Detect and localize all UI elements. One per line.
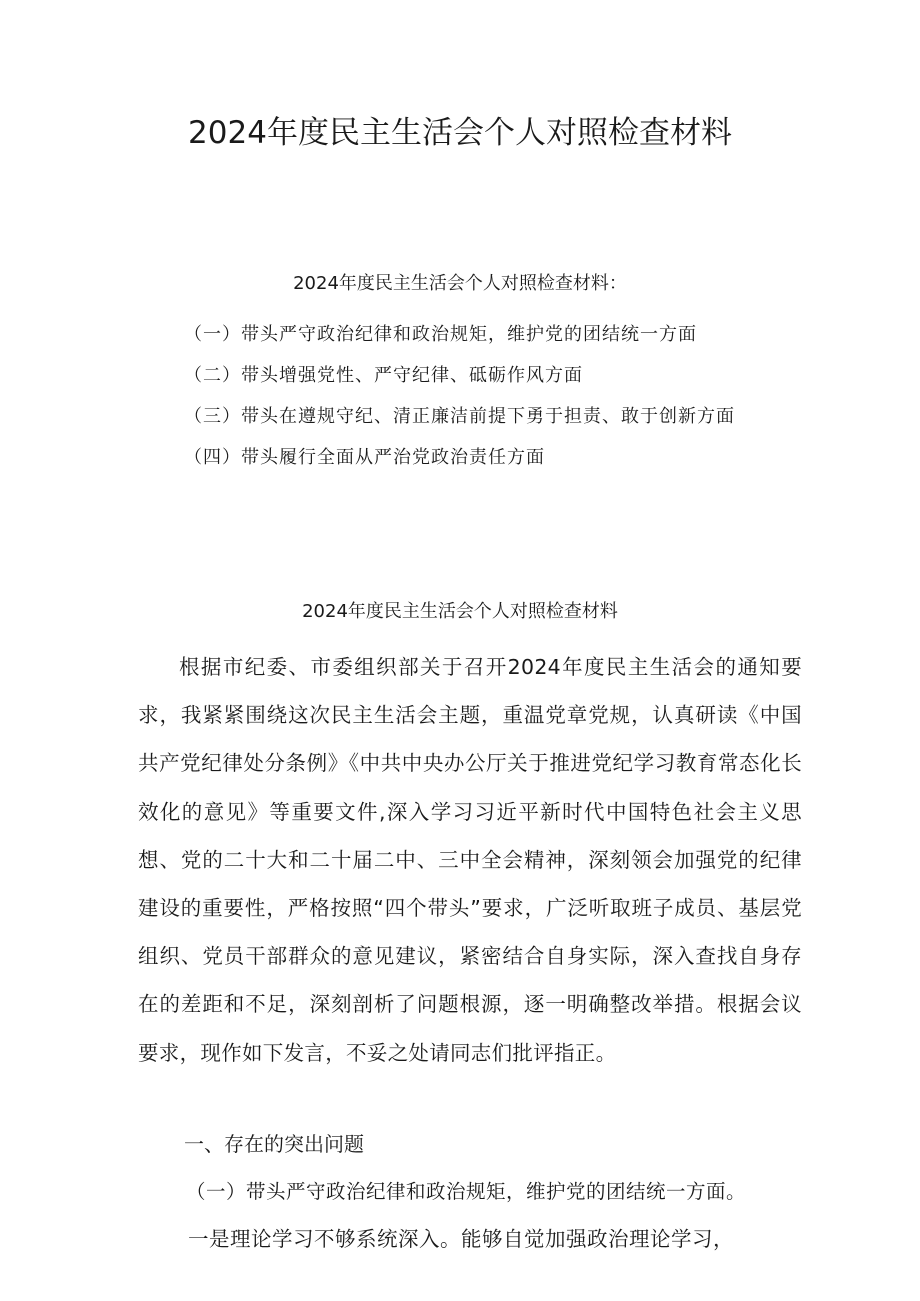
intro-paragraph: 根据市纪委、市委组织部关于召开2024年度民主生活会的通知要求，我紧紧围绕这次民主生活会主题，重温党章党规，认真研读《中国共产党纪律处分条例》《中共中央办公厅关于推进党纪学习教育常态化长效化的意见》等重要文件,深入学习习近平新时代中国特色社会主义思想、党的二十大和二十届二中、三中全会精神，深刻领会加强党的纪律建设的重要性，严格按照“四个带头”要求，广泛听取班子成员、基层党组织、党员干部群众的意见建议，紧密结合自身实际，深入查找自身存在的差距和不足，深刻剖析了问题根源，逐一明确整改举措。根据会议要求，现作如下发言，不妥之处请同志们批评指正。 xyxy=(138,655,802,1065)
document-main-title: 2024年度民主生活会个人对照检查材料 xyxy=(188,115,732,151)
section-heading: 一、存在的突出问题 xyxy=(184,1132,364,1156)
toc-title: 2024年度民主生活会个人对照检查材料： xyxy=(293,273,627,294)
sub-heading: （一）带头严守政治纪律和政治规矩，维护党的团结统一方面。 xyxy=(186,1180,747,1203)
toc-item-3: （三）带头在遵规守纪、清正廉洁前提下勇于担责、敢于创新方面 xyxy=(184,406,735,427)
point-line: 一是理论学习不够系统深入。能够自觉加强政治理论学习， xyxy=(188,1227,734,1251)
toc-item-2: （二）带头增强党性、严守纪律、砥砺作风方面 xyxy=(184,365,583,386)
body-title: 2024年度民主生活会个人对照检查材料 xyxy=(302,601,618,622)
toc-item-1: （一）带头严守政治纪律和政治规矩，维护党的团结统一方面 xyxy=(184,324,697,345)
toc-item-4: （四）带头履行全面从严治党政治责任方面 xyxy=(184,447,545,468)
toc-list xyxy=(184,314,824,478)
